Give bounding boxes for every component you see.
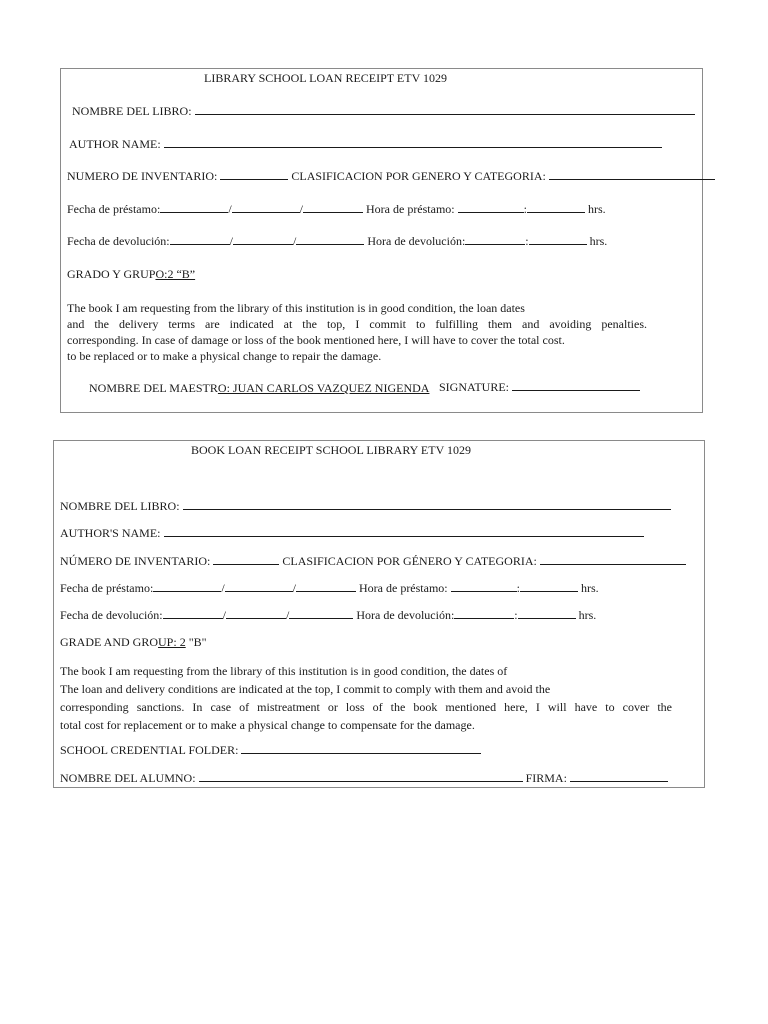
grade-label: GRADO Y GRUP	[67, 267, 156, 281]
inventory-row	[67, 169, 715, 183]
date-separator: /	[229, 234, 233, 248]
loan-receipt-2	[53, 440, 705, 788]
terms-line: corresponding. In case of damage or loss of the book mentioned here, I will have to cover the total cost.	[67, 333, 565, 347]
classification-label: CLASIFICACION POR GENERO Y CATEGORIA:	[291, 169, 546, 183]
receipt-title: LIBRARY SCHOOL LOAN RECEIPT ETV 1029	[204, 71, 448, 85]
grade-row	[60, 635, 207, 649]
loan-date-row	[67, 202, 606, 216]
date-separator: /	[221, 581, 225, 595]
loan-year-field[interactable]	[303, 202, 363, 213]
return-time-label: Hora de devolución:	[356, 608, 455, 622]
grade-suffix: "B"	[185, 635, 207, 649]
signature-label: SIGNATURE:	[439, 380, 510, 394]
loan-hour-field[interactable]	[458, 202, 524, 213]
hrs-label: hrs.	[589, 234, 608, 248]
signature-row	[439, 380, 640, 394]
receipt-title: BOOK LOAN RECEIPT SCHOOL LIBRARY ETV 1029	[191, 443, 472, 457]
signature-field[interactable]	[512, 380, 640, 391]
credential-field[interactable]	[241, 743, 481, 754]
loan-day-field[interactable]	[153, 581, 221, 592]
time-separator: :	[516, 581, 520, 595]
return-time-label: Hora de devolución:	[367, 234, 466, 248]
inventory-field[interactable]	[220, 169, 288, 180]
student-name-field[interactable]	[199, 771, 523, 782]
signature-label: FIRMA:	[525, 771, 567, 785]
return-minute-field[interactable]	[529, 234, 587, 245]
book-name-label: NOMBRE DEL LIBRO:	[72, 104, 192, 118]
author-row	[60, 526, 644, 540]
return-date-row	[60, 608, 596, 622]
teacher-row	[89, 381, 429, 395]
hrs-label: hrs.	[578, 608, 597, 622]
loan-receipt-1	[60, 68, 703, 413]
credential-label: SCHOOL CREDENTIAL FOLDER:	[60, 743, 239, 757]
terms-line: to be replaced or to make a physical change to repair the damage.	[67, 349, 382, 363]
date-separator: /	[292, 234, 297, 248]
date-separator: /	[285, 608, 290, 622]
grade-label: GRADE AND GRO	[60, 635, 159, 649]
teacher-label: NOMBRE DEL MAESTR	[89, 381, 218, 395]
date-separator: /	[299, 202, 303, 216]
return-year-field[interactable]	[289, 608, 353, 619]
time-separator: :	[525, 234, 529, 248]
inventory-label: NÚMERO DE INVENTARIO:	[60, 554, 211, 568]
terms-paragraph	[60, 662, 672, 734]
inventory-field[interactable]	[213, 554, 279, 565]
terms-line: The book I am requesting from the library of this institution is in good condition, the dates of	[60, 664, 508, 678]
date-separator: /	[228, 202, 232, 216]
classification-field[interactable]	[549, 169, 715, 180]
author-label: AUTHOR'S NAME:	[60, 526, 161, 540]
classification-field[interactable]	[540, 554, 686, 565]
terms-line: and the delivery terms are indicated at the top, I commit to fulfilling them and avoiding penalties.	[67, 317, 647, 331]
book-name-label: NOMBRE DEL LIBRO:	[60, 499, 180, 513]
loan-time-label: Hora de préstamo:	[366, 202, 455, 216]
grade-value: O:2 “B”	[155, 267, 196, 281]
book-name-field[interactable]	[183, 499, 671, 510]
loan-year-field[interactable]	[296, 581, 356, 592]
time-separator: :	[523, 202, 527, 216]
book-name-row	[72, 104, 695, 118]
author-row	[69, 137, 662, 151]
author-field[interactable]	[164, 526, 644, 537]
author-field[interactable]	[164, 137, 662, 148]
return-day-field[interactable]	[163, 608, 223, 619]
loan-minute-field[interactable]	[520, 581, 578, 592]
terms-line: The book I am requesting from the library of this institution is in good condition, the loan dates	[67, 301, 525, 315]
date-separator: /	[292, 581, 296, 595]
return-day-field[interactable]	[170, 234, 230, 245]
return-date-label: Fecha de devolución:	[60, 608, 163, 622]
grade-value: UP: 2	[158, 635, 186, 649]
return-year-field[interactable]	[296, 234, 364, 245]
return-hour-field[interactable]	[465, 234, 525, 245]
date-separator: /	[222, 608, 226, 622]
return-date-label: Fecha de devolución:	[67, 234, 170, 248]
loan-month-field[interactable]	[232, 202, 300, 213]
return-minute-field[interactable]	[518, 608, 576, 619]
teacher-name: O: JUAN CARLOS VAZQUEZ NIGENDA	[217, 381, 430, 395]
book-name-field[interactable]	[195, 104, 695, 115]
classification-label: CLASIFICACION POR GÉNERO Y CATEGORIA:	[282, 554, 537, 568]
loan-month-field[interactable]	[225, 581, 293, 592]
loan-date-label: Fecha de préstamo:	[60, 581, 154, 595]
loan-minute-field[interactable]	[527, 202, 585, 213]
hrs-label: hrs.	[587, 202, 606, 216]
terms-line: corresponding sanctions. In case of mistreatment or loss of the book mentioned here, I will have to cover the	[60, 700, 672, 714]
student-row	[60, 771, 668, 785]
loan-date-row	[60, 581, 599, 595]
loan-date-label: Fecha de préstamo:	[67, 202, 161, 216]
return-month-field[interactable]	[226, 608, 286, 619]
terms-line: The loan and delivery conditions are indicated at the top, I commit to comply with them and avoid the	[60, 682, 551, 696]
grade-row	[67, 267, 195, 281]
time-separator: :	[514, 608, 518, 622]
return-date-row	[67, 234, 607, 248]
credential-row	[60, 743, 481, 757]
loan-hour-field[interactable]	[451, 581, 517, 592]
book-name-row	[60, 499, 671, 513]
terms-paragraph	[67, 300, 647, 364]
inventory-row	[60, 554, 686, 568]
signature-field[interactable]	[570, 771, 668, 782]
loan-day-field[interactable]	[160, 202, 228, 213]
return-month-field[interactable]	[233, 234, 293, 245]
student-label: NOMBRE DEL ALUMNO:	[60, 771, 196, 785]
hrs-label: hrs.	[580, 581, 599, 595]
author-label: AUTHOR NAME:	[69, 137, 161, 151]
loan-time-label: Hora de préstamo:	[359, 581, 448, 595]
inventory-label: NUMERO DE INVENTARIO:	[67, 169, 218, 183]
terms-line: total cost for replacement or to make a physical change to compensate for the damage.	[60, 718, 475, 732]
return-hour-field[interactable]	[454, 608, 514, 619]
